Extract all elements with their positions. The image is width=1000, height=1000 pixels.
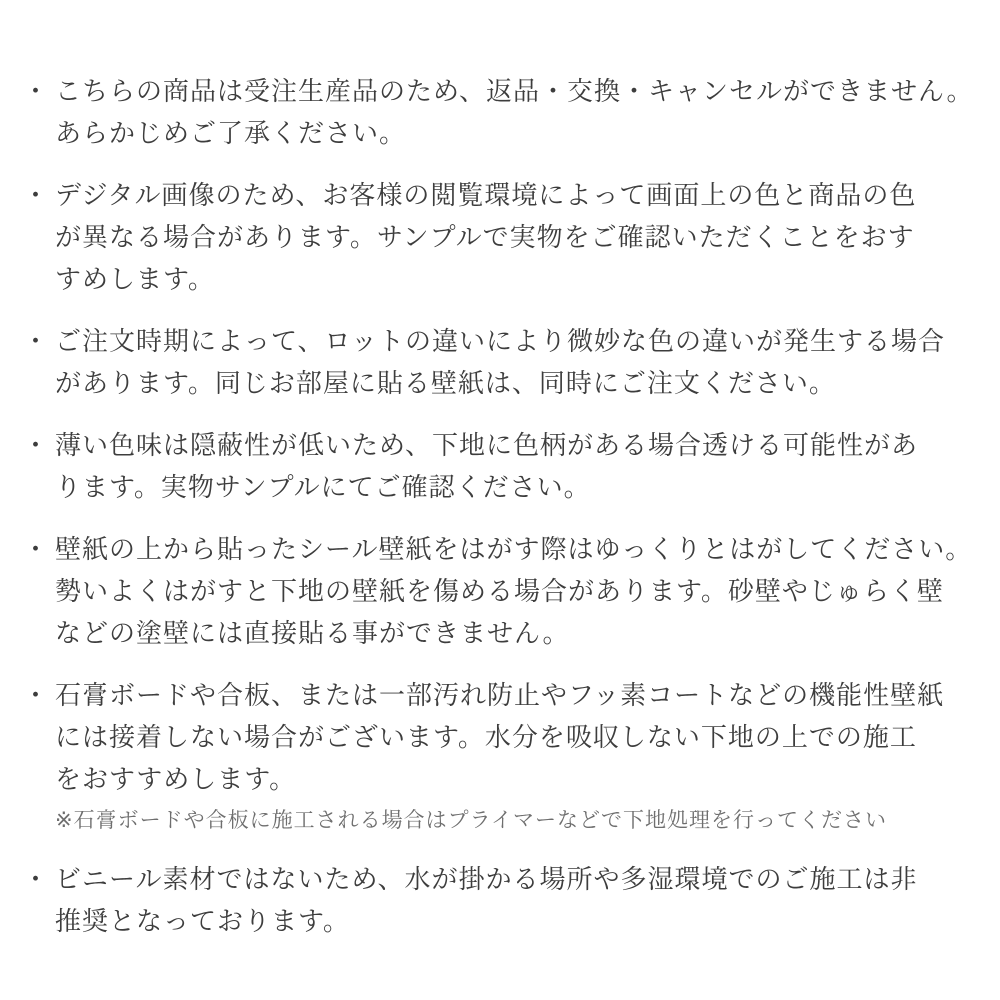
bullet-icon: ・: [22, 76, 50, 106]
footnote-primer: [27, 802, 982, 840]
note-line: すめします。: [55, 264, 215, 294]
note-paragraph-lot-difference: [22, 320, 982, 404]
note-line: には接着しない場合がございます。水分を吸収しない下地の上での施工: [55, 722, 917, 752]
bullet-icon: ・: [22, 326, 50, 356]
note-line: 勢いよくはがすと下地の壁紙を傷める場合があります。砂壁やじゅらく壁: [55, 576, 944, 606]
note-line: ご注文時期によって、ロットの違いにより微妙な色の違いが発生する場合: [55, 326, 945, 356]
note-paragraph-vinyl: [22, 858, 982, 942]
note-line: ビニール素材ではないため、水が掛かる場所や多湿環境でのご施工は非: [55, 864, 918, 894]
note-paragraph-peeling: [22, 528, 982, 654]
note-line: があります。同じお部屋に貼る壁紙は、同時にご注文ください。: [55, 368, 836, 398]
footnote-text: 石膏ボードや合板に施工される場合はプライマーなどで下地処理を行ってください: [73, 809, 887, 832]
bullet-icon: ・: [22, 680, 50, 710]
bullet-icon: ・: [22, 534, 50, 564]
note-line: が異なる場合があります。サンプルで実物をご確認いただくことをおす: [55, 222, 915, 252]
footnote-marker: ※: [55, 809, 74, 832]
note-line: ります。実物サンプルにてご確認ください。: [55, 472, 591, 502]
note-paragraph-digital-color: [22, 174, 982, 300]
note-line: 推奨となっております。: [55, 906, 350, 936]
bullet-icon: ・: [22, 864, 50, 894]
note-paragraph-adhesion: [22, 674, 982, 800]
note-line: をおすすめします。: [55, 764, 297, 794]
note-line: などの塗壁には直接貼る事ができません。: [55, 618, 570, 648]
note-paragraph-order-made: [22, 70, 982, 154]
note-line: 石膏ボードや合板、または一部汚れ防止やフッ素コートなどの機能性壁紙: [55, 680, 945, 710]
bullet-icon: ・: [22, 180, 50, 210]
bullet-icon: ・: [22, 430, 50, 460]
note-line: 壁紙の上から貼ったシール壁紙をはがす際はゆっくりとはがしてください。: [55, 534, 973, 564]
note-line: デジタル画像のため、お客様の閲覧環境によって画面上の色と商品の色: [55, 180, 917, 210]
note-line: あらかじめご了承ください。: [55, 118, 407, 148]
note-line: こちらの商品は受注生産品のため、返品・交換・キャンセルができません。: [55, 76, 974, 106]
note-paragraph-light-colors: [22, 424, 982, 508]
note-line: 薄い色味は隠蔽性が低いため、下地に色柄がある場合透ける可能性があ: [55, 430, 918, 460]
